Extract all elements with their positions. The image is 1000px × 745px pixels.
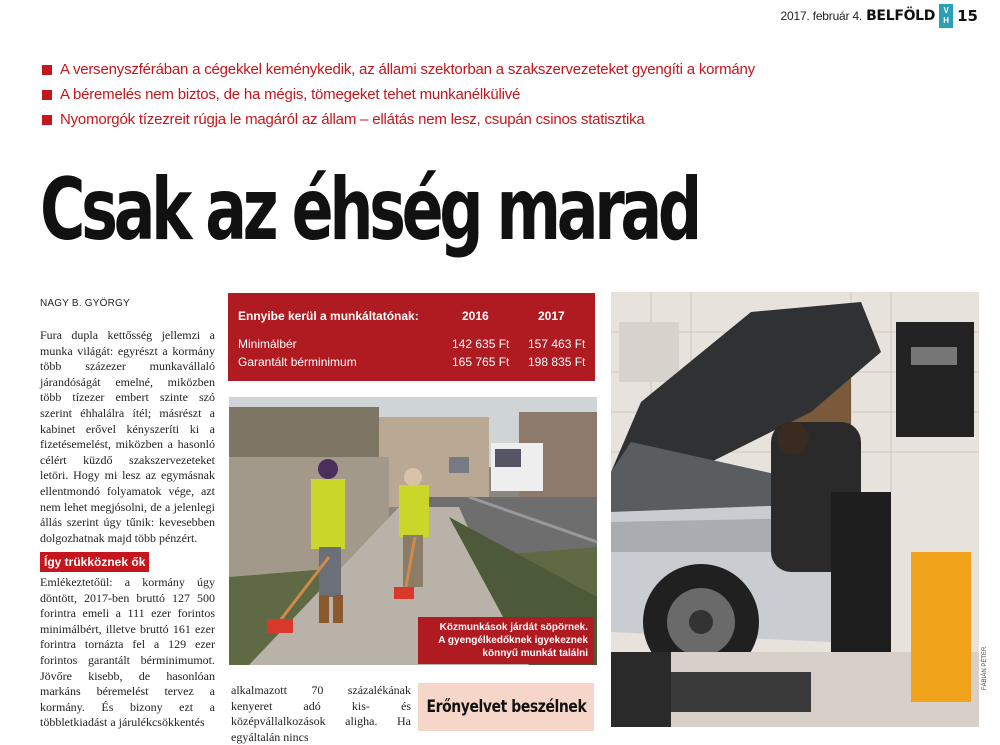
photo-caption: [418, 617, 594, 664]
logo-letter-v: V: [943, 6, 949, 15]
lead-bullet-text: Nyomorgók tízezreit rúgja le magáról az állam – ellátás nem lesz, csupán csinos statisztika: [60, 111, 645, 128]
table-row-label: Garantált bérminimum: [238, 355, 357, 369]
author-byline: NAGY B. GYÖRGY: [40, 298, 130, 309]
table-cell-2017: 157 463 Ft: [528, 337, 586, 351]
bullet-square-icon: [42, 115, 52, 125]
lead-bullet: [42, 82, 942, 107]
article-column: alkalmazott 70 százalékának kenyeret adó kis- és középvállalkozások aligha. Ha egyáltalán nincs: [231, 683, 411, 744]
lead-bullet-text: A béremelés nem biztos, de ha mégis, tömegeket tehet munkanélkülivé: [60, 86, 521, 103]
related-article-box[interactable]: [418, 683, 594, 731]
page-number: 15: [957, 7, 978, 25]
bullet-square-icon: [42, 65, 52, 75]
lead-bullet-text: A versenyszférában a cégekkel keménykedik, az állami szektorban a szakszervezeteket gyengíti a kormány: [60, 61, 755, 78]
related-article-title: Erőnyelvet beszélnek: [426, 697, 586, 717]
table-cell-2017: 198 835 Ft: [528, 355, 586, 369]
article-section: Emlékeztetőül: a kormány úgy döntött, 2017-ben bruttó 127 500 forintra emeli a 111 ezer forintos minimálbért, illetve bruttó 161 ezer forintra tornázta fel a 129 ezer forintos garantált bérminimumot. Jövőre kisebb, de hasonlóan markáns béremelést tervez a kormány. És bizony ezt a többletkiadást a járulékcsökkentés: [40, 575, 215, 730]
subheading: Így trükköznek ők: [40, 552, 149, 572]
page-header: [781, 6, 978, 26]
bullet-square-icon: [42, 90, 52, 100]
table-cell-2016: 142 635 Ft: [452, 337, 510, 351]
photo-mechanic-image: [611, 292, 979, 727]
newspaper-logo: [939, 4, 953, 28]
photo-mechanic: [611, 292, 979, 727]
table-year-2017: 2017: [538, 309, 565, 323]
lead-bullet: [42, 107, 942, 132]
headline: Csak az éhség marad: [40, 160, 698, 260]
photo-caption-line: Közmunkások járdát söpörnek.: [439, 622, 588, 633]
table-row-label: Minimálbér: [238, 337, 297, 351]
photo-credit: FÁBIÁN PÉTER: [982, 646, 988, 690]
issue-date: 2017. február 4.: [780, 9, 863, 23]
article-intro: Fura dupla kettősség jellemzi a munka világát: egyrészt a kormány több százezer munkavállaló járandóságát emelné, miközben több tízezer embert szinte szó szerint éhhalálra ítél; másrészt a kabinet erővel kényszeríti ki a fizetésemelést, miközben a hasonló célért küzdő szakszervezeteket letöri. Hogy mi lesz az egymásnak ellentmondó folyamatok vége, azt nem lehet megjósolni, de a jelenlegi állás szerint úgy tűnik: kevesebben dolgozhatnak majd több pénzért.: [40, 328, 215, 545]
section-name: BELFÖLD: [866, 8, 936, 24]
logo-letter-h: H: [943, 16, 950, 25]
lead-bullet: [42, 57, 942, 82]
photo-caption-line: A gyengélkedőknek igyekeznek könnyű munkát találni: [438, 635, 588, 659]
cost-table: [228, 293, 595, 381]
table-year-2016: 2016: [462, 309, 489, 323]
table-cell-2016: 165 765 Ft: [452, 355, 510, 369]
lead-bullets: [42, 57, 942, 132]
table-title: Ennyibe kerül a munkáltatónak:: [238, 309, 419, 323]
